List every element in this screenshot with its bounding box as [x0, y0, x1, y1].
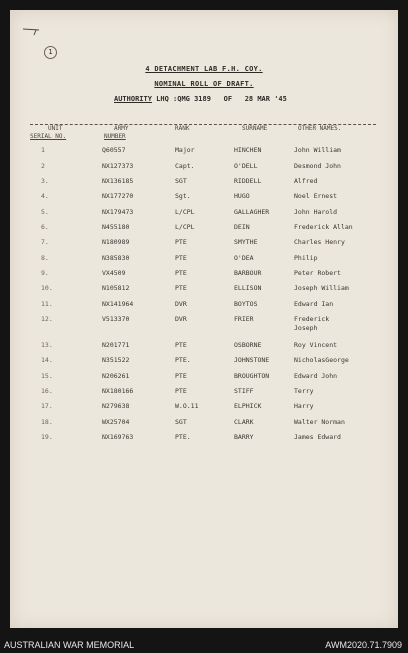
row-surname: BARBOUR: [234, 269, 262, 277]
row-army-number: NX180166: [102, 387, 134, 395]
table-row: [10, 254, 398, 266]
row-serial: 17.: [41, 402, 53, 410]
table-row: [10, 177, 398, 189]
row-rank: PTE: [175, 238, 187, 246]
row-army-number: N455180: [102, 223, 130, 231]
row-other-names: Roy Vincent: [294, 341, 338, 349]
row-surname: BARRY: [234, 433, 254, 441]
row-army-number: V513370: [102, 315, 130, 323]
row-serial: 13.: [41, 341, 53, 349]
row-other-names: Terry: [294, 387, 314, 395]
row-rank: L/CPL: [175, 208, 195, 216]
row-army-number: Q60557: [102, 146, 126, 154]
row-army-number: N279638: [102, 402, 130, 410]
table-row: [10, 356, 398, 368]
table-row: [10, 223, 398, 235]
table-row: [10, 146, 398, 158]
row-surname: ELLISON: [234, 284, 262, 292]
row-serial: 7.: [41, 238, 49, 246]
row-serial: 2: [41, 162, 45, 170]
row-army-number: NX177270: [102, 192, 134, 200]
col-unit-serial: UNIT SERIAL NO.: [30, 125, 67, 140]
row-serial: 1: [41, 146, 45, 154]
table-row: [10, 284, 398, 296]
row-other-names: James Edward: [294, 433, 341, 441]
row-surname: BOYTOS: [234, 300, 258, 308]
footer-accession: AWM2020.71.7909: [325, 640, 402, 650]
table-row: [10, 433, 398, 445]
row-rank: DVR: [175, 300, 187, 308]
row-army-number: NX127373: [102, 162, 134, 170]
row-serial: 5.: [41, 208, 49, 216]
document-subtitle: NOMINAL ROLL OF DRAFT.: [154, 80, 254, 88]
row-army-number: VX4509: [102, 269, 126, 277]
row-serial: 6.: [41, 223, 49, 231]
row-surname: BROUGHTON: [234, 372, 270, 380]
row-army-number: N351522: [102, 356, 130, 364]
table-row: [10, 238, 398, 250]
authority-line: [114, 95, 287, 103]
row-army-number: NX169763: [102, 433, 134, 441]
row-rank: PTE: [175, 341, 187, 349]
row-surname: CLARK: [234, 418, 254, 426]
table-row: [10, 192, 398, 204]
row-rank: PTE: [175, 254, 187, 262]
row-serial: 19.: [41, 433, 53, 441]
row-surname: GALLAGHER: [234, 208, 270, 216]
row-surname: O'DEA: [234, 254, 254, 262]
row-other-names: Noel Ernest: [294, 192, 338, 200]
authority-ref: LHQ :QMG 3189: [156, 95, 211, 103]
table-row: [10, 269, 398, 281]
row-rank: Sgt.: [175, 192, 191, 200]
row-other-names: Edward John: [294, 372, 338, 380]
row-other-names: Frederick Joseph: [294, 315, 330, 332]
row-surname: STIFF: [234, 387, 254, 395]
row-army-number: N105812: [102, 284, 130, 292]
row-rank: Capt.: [175, 162, 195, 170]
table-row: [10, 387, 398, 399]
col-army-number: ARMY NUMBER: [104, 125, 129, 140]
row-serial: 16.: [41, 387, 53, 395]
authority-label: AUTHORITY: [114, 95, 152, 103]
row-surname: O'DELL: [234, 162, 258, 170]
row-other-names: Charles Henry: [294, 238, 345, 246]
row-other-names: John William: [294, 146, 341, 154]
row-serial: 10.: [41, 284, 53, 292]
row-serial: 12.: [41, 315, 53, 323]
footer-bar: [0, 638, 408, 653]
row-other-names: John Harold: [294, 208, 338, 216]
row-serial: 4.: [41, 192, 49, 200]
row-surname: HINCHEN: [234, 146, 262, 154]
row-army-number: NX136185: [102, 177, 134, 185]
row-rank: DVR: [175, 315, 187, 323]
row-surname: FRIER: [234, 315, 254, 323]
pencil-tick-mark: [22, 26, 44, 36]
row-rank: PTE: [175, 284, 187, 292]
row-serial: 3.: [41, 177, 49, 185]
row-other-names: Philip: [294, 254, 318, 262]
document-title: 4 DETACHMENT LAB F.H. COY.: [145, 65, 263, 73]
row-surname: JOHNSTONE: [234, 356, 270, 364]
row-army-number: N180989: [102, 238, 130, 246]
row-rank: SGT: [175, 418, 187, 426]
row-other-names: Alfred: [294, 177, 318, 185]
row-surname: ELPHICK: [234, 402, 262, 410]
row-army-number: N385830: [102, 254, 130, 262]
page-number: 1: [44, 46, 57, 59]
table-row: [10, 315, 398, 332]
row-rank: PTE: [175, 372, 187, 380]
row-serial: 14.: [41, 356, 53, 364]
col-surname: SURNAME: [242, 125, 268, 132]
row-surname: SMYTHE: [234, 238, 258, 246]
row-army-number: NX179473: [102, 208, 134, 216]
row-serial: 18.: [41, 418, 53, 426]
table-row: [10, 372, 398, 384]
row-army-number: WX25704: [102, 418, 130, 426]
row-rank: W.O.11: [175, 402, 199, 410]
table-row: [10, 300, 398, 312]
row-army-number: NX141964: [102, 300, 134, 308]
footer-credit: AUSTRALIAN WAR MEMORIAL: [4, 640, 135, 650]
table-row: [10, 341, 398, 353]
row-other-names: Harry: [294, 402, 314, 410]
row-surname: DEIN: [234, 223, 250, 231]
row-surname: RIDDELL: [234, 177, 262, 185]
table-row: [10, 402, 398, 414]
col-other-names: OTHER NAMES.: [298, 125, 342, 132]
row-serial: 9.: [41, 269, 49, 277]
row-other-names: Desmond John: [294, 162, 341, 170]
authority-date: 28 MAR '45: [244, 95, 287, 103]
row-surname: HUGO: [234, 192, 250, 200]
row-surname: OSBORNE: [234, 341, 262, 349]
row-other-names: Frederick Allan: [294, 223, 353, 231]
row-other-names: Edward Ian: [294, 300, 334, 308]
row-other-names: Walter Norman: [294, 418, 345, 426]
row-rank: PTE.: [175, 433, 191, 441]
row-other-names: Peter Robert: [294, 269, 341, 277]
authority-of: OF: [223, 95, 233, 103]
row-other-names: NicholasGeorge: [294, 356, 349, 364]
row-rank: L/CPL: [175, 223, 195, 231]
row-serial: 11.: [41, 300, 53, 308]
row-serial: 8.: [41, 254, 49, 262]
col-rank: RANK: [175, 125, 190, 132]
row-army-number: N201771: [102, 341, 130, 349]
table-row: [10, 418, 398, 430]
row-rank: PTE: [175, 387, 187, 395]
row-rank: Major: [175, 146, 195, 154]
row-other-names: Joseph William: [294, 284, 349, 292]
row-rank: SGT: [175, 177, 187, 185]
document-page: [10, 10, 398, 628]
row-rank: PTE.: [175, 356, 191, 364]
row-rank: PTE: [175, 269, 187, 277]
table-row: [10, 208, 398, 220]
row-serial: 15.: [41, 372, 53, 380]
row-army-number: N206261: [102, 372, 130, 380]
table-row: [10, 162, 398, 174]
